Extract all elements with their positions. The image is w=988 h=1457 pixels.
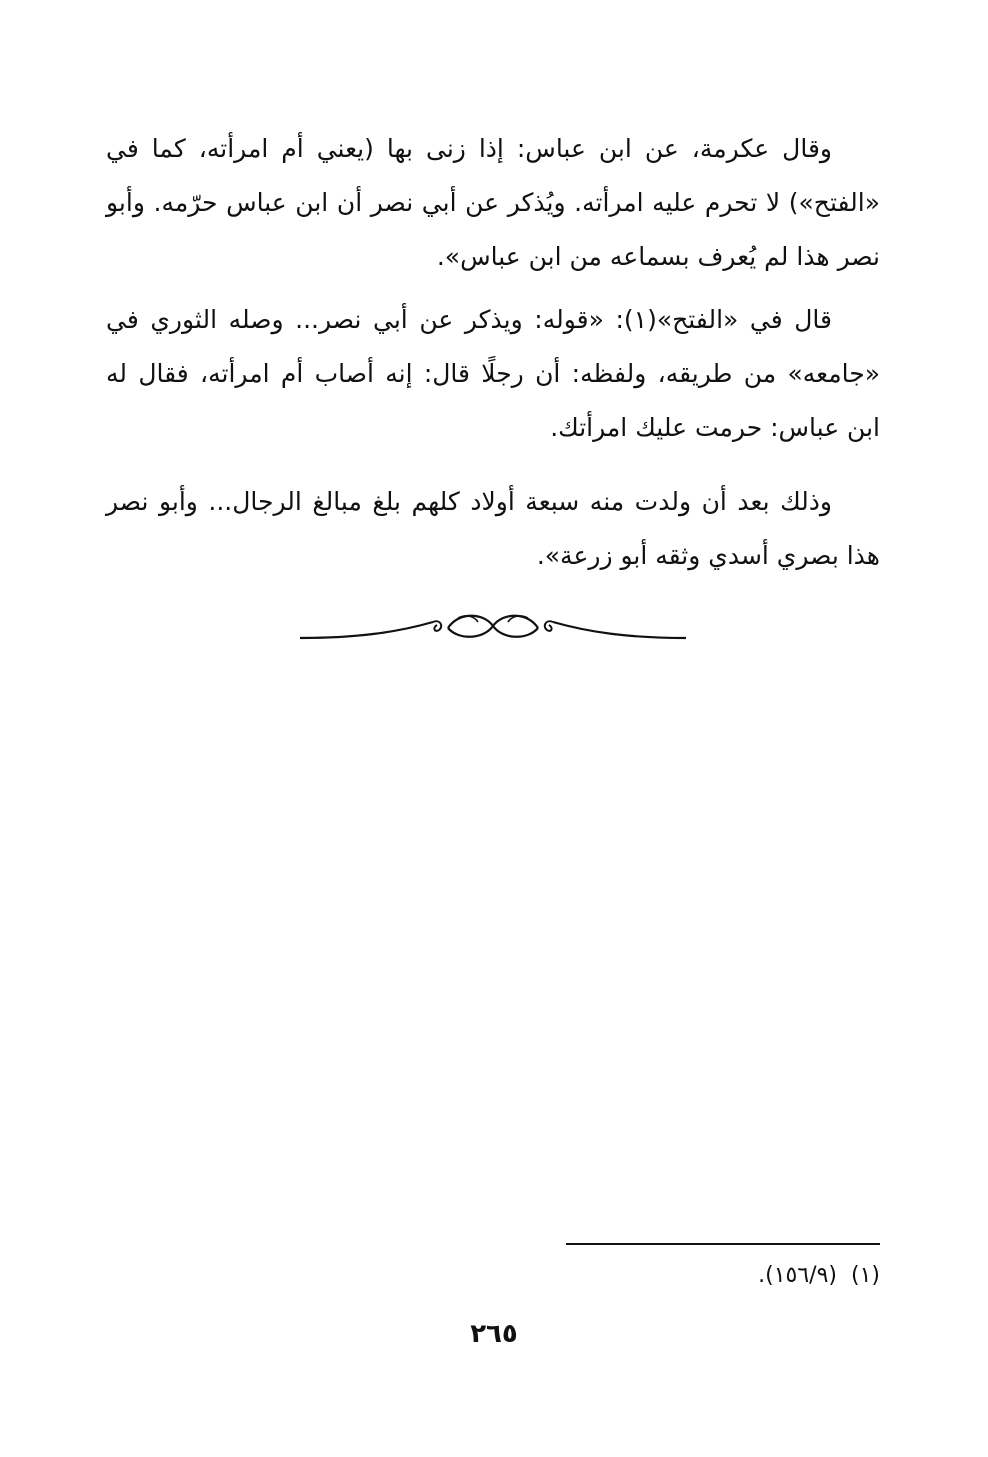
- footnote-divider: [566, 1243, 880, 1245]
- page-number: ٢٦٥: [470, 1319, 518, 1349]
- paragraph-2: [106, 293, 880, 455]
- paragraph-1: [106, 122, 880, 284]
- footnote-marker: (١): [850, 1263, 880, 1288]
- paragraph-text: وقال عكرمة، عن ابن عباس: إذا زنى بها (يعني أم امرأته، كما في «الفتح») لا تحرم عليه امرأته. ويُذكر عن أبي نصر أن ابن عباس حرّمه. وأبو نصر هذا لم يُعرف بسماعه من ابن عباس».: [106, 134, 880, 271]
- section-divider-ornament: [298, 606, 688, 646]
- paragraph-text: وذلك بعد أن ولدت منه سبعة أولاد كلهم بلغ مبالغ الرجال... وأبو نصر هذا بصري أسدي وثقه أبو زرعة».: [106, 487, 880, 570]
- footnote: [566, 1256, 880, 1296]
- footnote-text: (١٥٦/٩).: [758, 1263, 837, 1288]
- paragraph-3: [106, 475, 880, 583]
- paragraph-text: قال في «الفتح»(١): «قوله: ويذكر عن أبي نصر... وصله الثوري في «جامعه» من طريقه، ولفظه: أن رجلًا قال: إنه أصاب أم امرأته، فقال له ابن عباس: حرمت عليك امرأتك.: [106, 305, 880, 442]
